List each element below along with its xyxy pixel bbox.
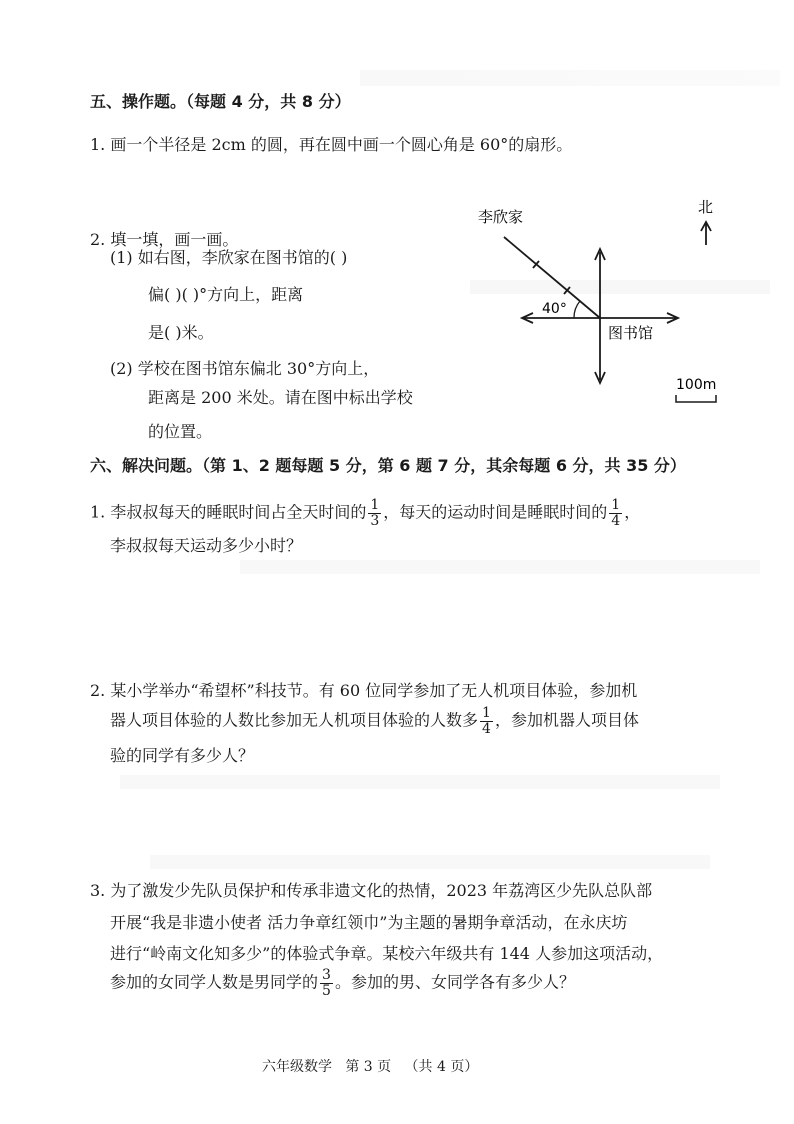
bleed-through — [120, 775, 720, 789]
home-label: 李欣家 — [478, 208, 524, 226]
s6-q1-line2: 李叔叔每天运动多少小时？ — [110, 536, 303, 555]
fraction-numerator: 1 — [611, 497, 621, 513]
bleed-through — [240, 560, 760, 574]
s6-q2-text-b: ，参加机器人项目体 — [494, 710, 639, 730]
section5-note: （每题 4 分，共 8 分） — [186, 92, 351, 111]
s6-q3-text-b: 。参加的男、女同学各有多少人？ — [334, 972, 575, 992]
bleed-through — [150, 855, 710, 869]
section5-title: 五、操作题。 — [90, 92, 187, 111]
s5-q2-p2-line3: 的位置。 — [148, 422, 213, 441]
library-label: 图书馆 — [608, 324, 654, 342]
page-footer — [262, 1060, 478, 1074]
s6-q2-text-a: 器人项目体验的人数比参加无人机项目体验的人数多 — [110, 710, 479, 730]
s6-q1-line1 — [90, 498, 640, 528]
fraction-numerator: 1 — [370, 497, 380, 513]
fraction-denominator: 3 — [370, 512, 380, 529]
s6-q3-text-a: 参加的女同学人数是男同学的 — [110, 972, 319, 992]
s5-q2-p1-line1: (1) 如右图，李欣家在图书馆的( ) — [110, 248, 348, 267]
s6-q1-text-c: ， — [624, 502, 641, 522]
s5-q2-p2-line1: (2) 学校在图书馆东偏北 30°方向上， — [110, 359, 380, 378]
s6-q3-line2: 开展“我是非遗小使者 活力争章红领巾”为主题的暑期争章活动，在永庆坊 — [110, 913, 628, 932]
scale-label: 100m — [676, 377, 717, 393]
fraction-numerator: 1 — [482, 705, 491, 721]
direction-diagram — [460, 190, 730, 415]
s5-q2-p1-line3: 是( )米。 — [148, 323, 214, 342]
north-label: 北 — [698, 198, 714, 216]
fraction — [480, 706, 493, 736]
footer-total: （共 4 页） — [404, 1059, 479, 1075]
section5-heading — [90, 94, 351, 110]
s5-q2-p1-line2: 偏( )( )°方向上，距离 — [148, 285, 304, 304]
s6-q1-text-b: ，每天的运动时间是睡眠时间的 — [383, 502, 608, 522]
s6-q3-line3: 进行“岭南文化知多少”的体验式争章。某校六年级共有 144 人参加这项活动， — [110, 944, 664, 963]
s5-q1: 1. 画一个半径是 2cm 的圆，再在圆中画一个圆心角是 60°的扇形。 — [90, 135, 573, 154]
scale-bar — [676, 395, 716, 402]
footer-page: 第 3 页 — [345, 1059, 392, 1075]
s6-q3-line1: 3. 为了激发少先队员保护和传承非遗文化的热情，2023 年荔湾区少先队总队部 — [90, 881, 653, 900]
angle-arc — [574, 301, 580, 318]
footer-subject: 六年级数学 — [262, 1059, 332, 1075]
fraction-numerator: 3 — [322, 967, 331, 983]
s6-q2-line3: 验的同学有多少人？ — [110, 746, 255, 765]
fraction — [609, 498, 622, 528]
fraction — [320, 968, 333, 998]
s6-q1-text-a: 1. 李叔叔每天的睡眠时间占全天时间的 — [90, 502, 367, 522]
bleed-through — [360, 70, 780, 86]
fraction-denominator: 5 — [322, 982, 331, 999]
section6-note: （第 1、2 题每题 5 分，第 6 题 7 分，其余每题 6 分，共 35 分） — [202, 456, 686, 475]
fraction-denominator: 4 — [482, 720, 491, 737]
fraction-denominator: 4 — [611, 512, 621, 529]
s6-q2-line1: 2. 某小学举办“希望杯”科技节。有 60 位同学参加了无人机项目体验，参加机 — [90, 681, 638, 700]
s6-q3-line4 — [110, 968, 575, 998]
section6-title: 六、解决问题。 — [90, 456, 203, 475]
s5-q2-p2-line2: 距离是 200 米处。请在图中标出学校 — [148, 388, 413, 407]
s5-q2-intro: 2. 填一填，画一画。 — [90, 230, 239, 249]
section6-heading — [90, 458, 686, 474]
fraction — [368, 498, 381, 528]
angle-label: 40° — [542, 301, 567, 317]
s6-q2-line2 — [110, 706, 639, 736]
